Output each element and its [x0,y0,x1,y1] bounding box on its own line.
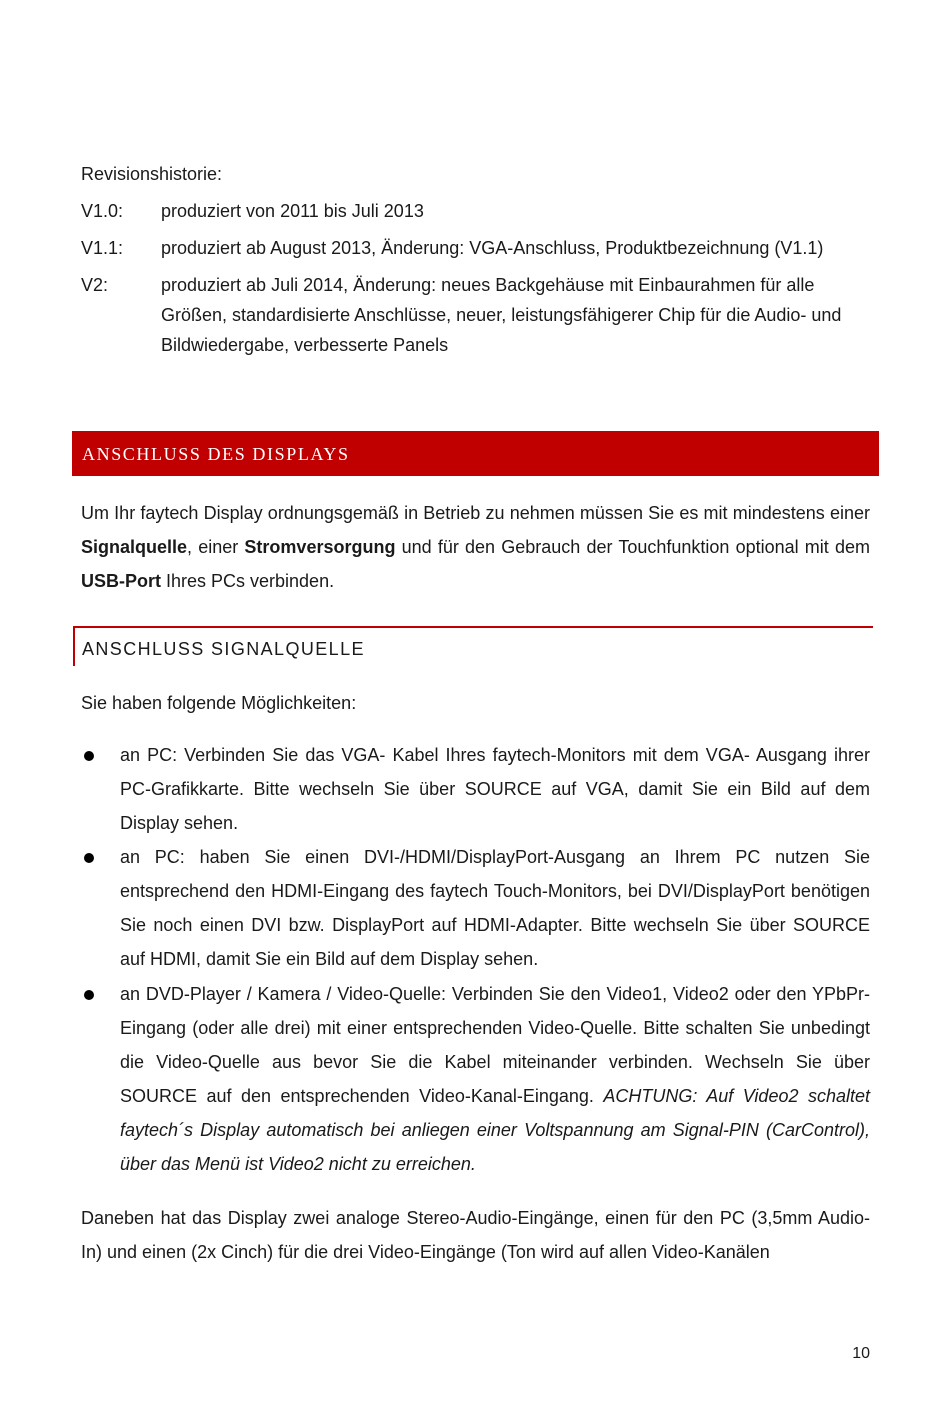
section-title: ANSCHLUSS DES DISPLAYS [82,444,350,464]
warning-note: ACHTUNG: Auf Video2 schaltet faytech´s Display automatisch bei anliegen einer Voltspannung am Signal-PIN (CarControl), über das Menü ist Video2 nicht zu erreichen. [120,1086,870,1174]
intro-bold-signal-source: Signalquelle [81,537,188,557]
intro-bold-power-supply: Stromversorgung [244,537,396,557]
list-item-text: an PC: Verbinden Sie das VGA- Kabel Ihres faytech-Monitors mit dem VGA- Ausgang ihrer PC-Grafikkarte. Bitte wechseln Sie über SOURCE auf VGA, damit Sie ein Bild auf dem Display sehen. [120,745,870,833]
intro-text: Um Ihr faytech Display ordnungsgemäß in Betrieb zu nehmen müssen Sie es mit mindestens einer [81,503,870,523]
revision-description: produziert ab Juli 2014, Änderung: neues Backgehäuse mit Einbaurahmen für alle Größen, standardisierte Anschlüsse, neuer, leistungsfähigerer Chip für die Audio- und Bildwiedergabe, verbesserte Panels [161,275,842,355]
intro-bold-usb-port: USB-Port [81,571,161,591]
closing-paragraph: Daneben hat das Display zwei analoge Stereo-Audio-Eingänge, einen für den PC (3,5mm Audio-In) und einen (2x Cinch) für die drei Video-Eingänge (Ton wird auf allen Video-Kanälen [81,1208,870,1262]
options-intro: Sie haben folgende Möglichkeiten: [81,693,357,713]
revision-description: produziert von 2011 bis Juli 2013 [161,201,424,221]
bullet-icon [84,853,94,863]
intro-text: und für den Gebrauch der Touchfunktion optional mit dem [395,537,870,557]
revision-version: V1.1: [81,238,124,258]
intro-text: , einer [187,537,245,557]
page-number: 10 [852,1345,870,1362]
bullet-icon [84,751,94,761]
revision-version: V2: [81,275,109,295]
intro-paragraph [81,496,870,598]
revision-version: V1.0: [81,201,124,221]
subsection-header [73,626,873,666]
revision-entry [81,233,871,263]
revision-history-title: Revisionshistorie: [81,164,223,184]
list-item-text: an PC: haben Sie einen DVI-/HDMI/DisplayPort-Ausgang an Ihrem PC nutzen Sie entsprechend den HDMI-Eingang des faytech Touch-Monitors, bei DVI/DisplayPort benötigen Sie noch einen DVI bzw. DisplayPort auf HDMI-Adapter. Bitte wechseln Sie über SOURCE auf HDMI, damit Sie ein Bild auf dem Display sehen. [120,847,870,969]
intro-text: Ihres PCs verbinden. [161,571,335,591]
list-item-body: an DVD-Player / Kamera / Video-Quelle: Verbinden Sie den Video1, Video2 oder den YPbPr-Eingang (oder alle drei) mit einer entsprechenden Video-Quelle. Bitte schalten Sie unbedingt die Video-Quelle aus bevor Sie die Kabel miteinander verbinden. Wechseln Sie über SOURCE auf den entsprechenden Video-Kanal-Eingang. [120,984,870,1106]
section-header-bar [72,431,879,476]
bullet-icon [84,990,94,1000]
revision-description: produziert ab August 2013, Änderung: VGA-Anschluss, Produktbezeichnung (V1.1) [161,238,824,258]
subsection-title: ANSCHLUSS SIGNALQUELLE [82,639,365,659]
list-item-text [120,977,870,1181]
revision-entry [81,196,871,226]
revision-entry [81,270,871,360]
